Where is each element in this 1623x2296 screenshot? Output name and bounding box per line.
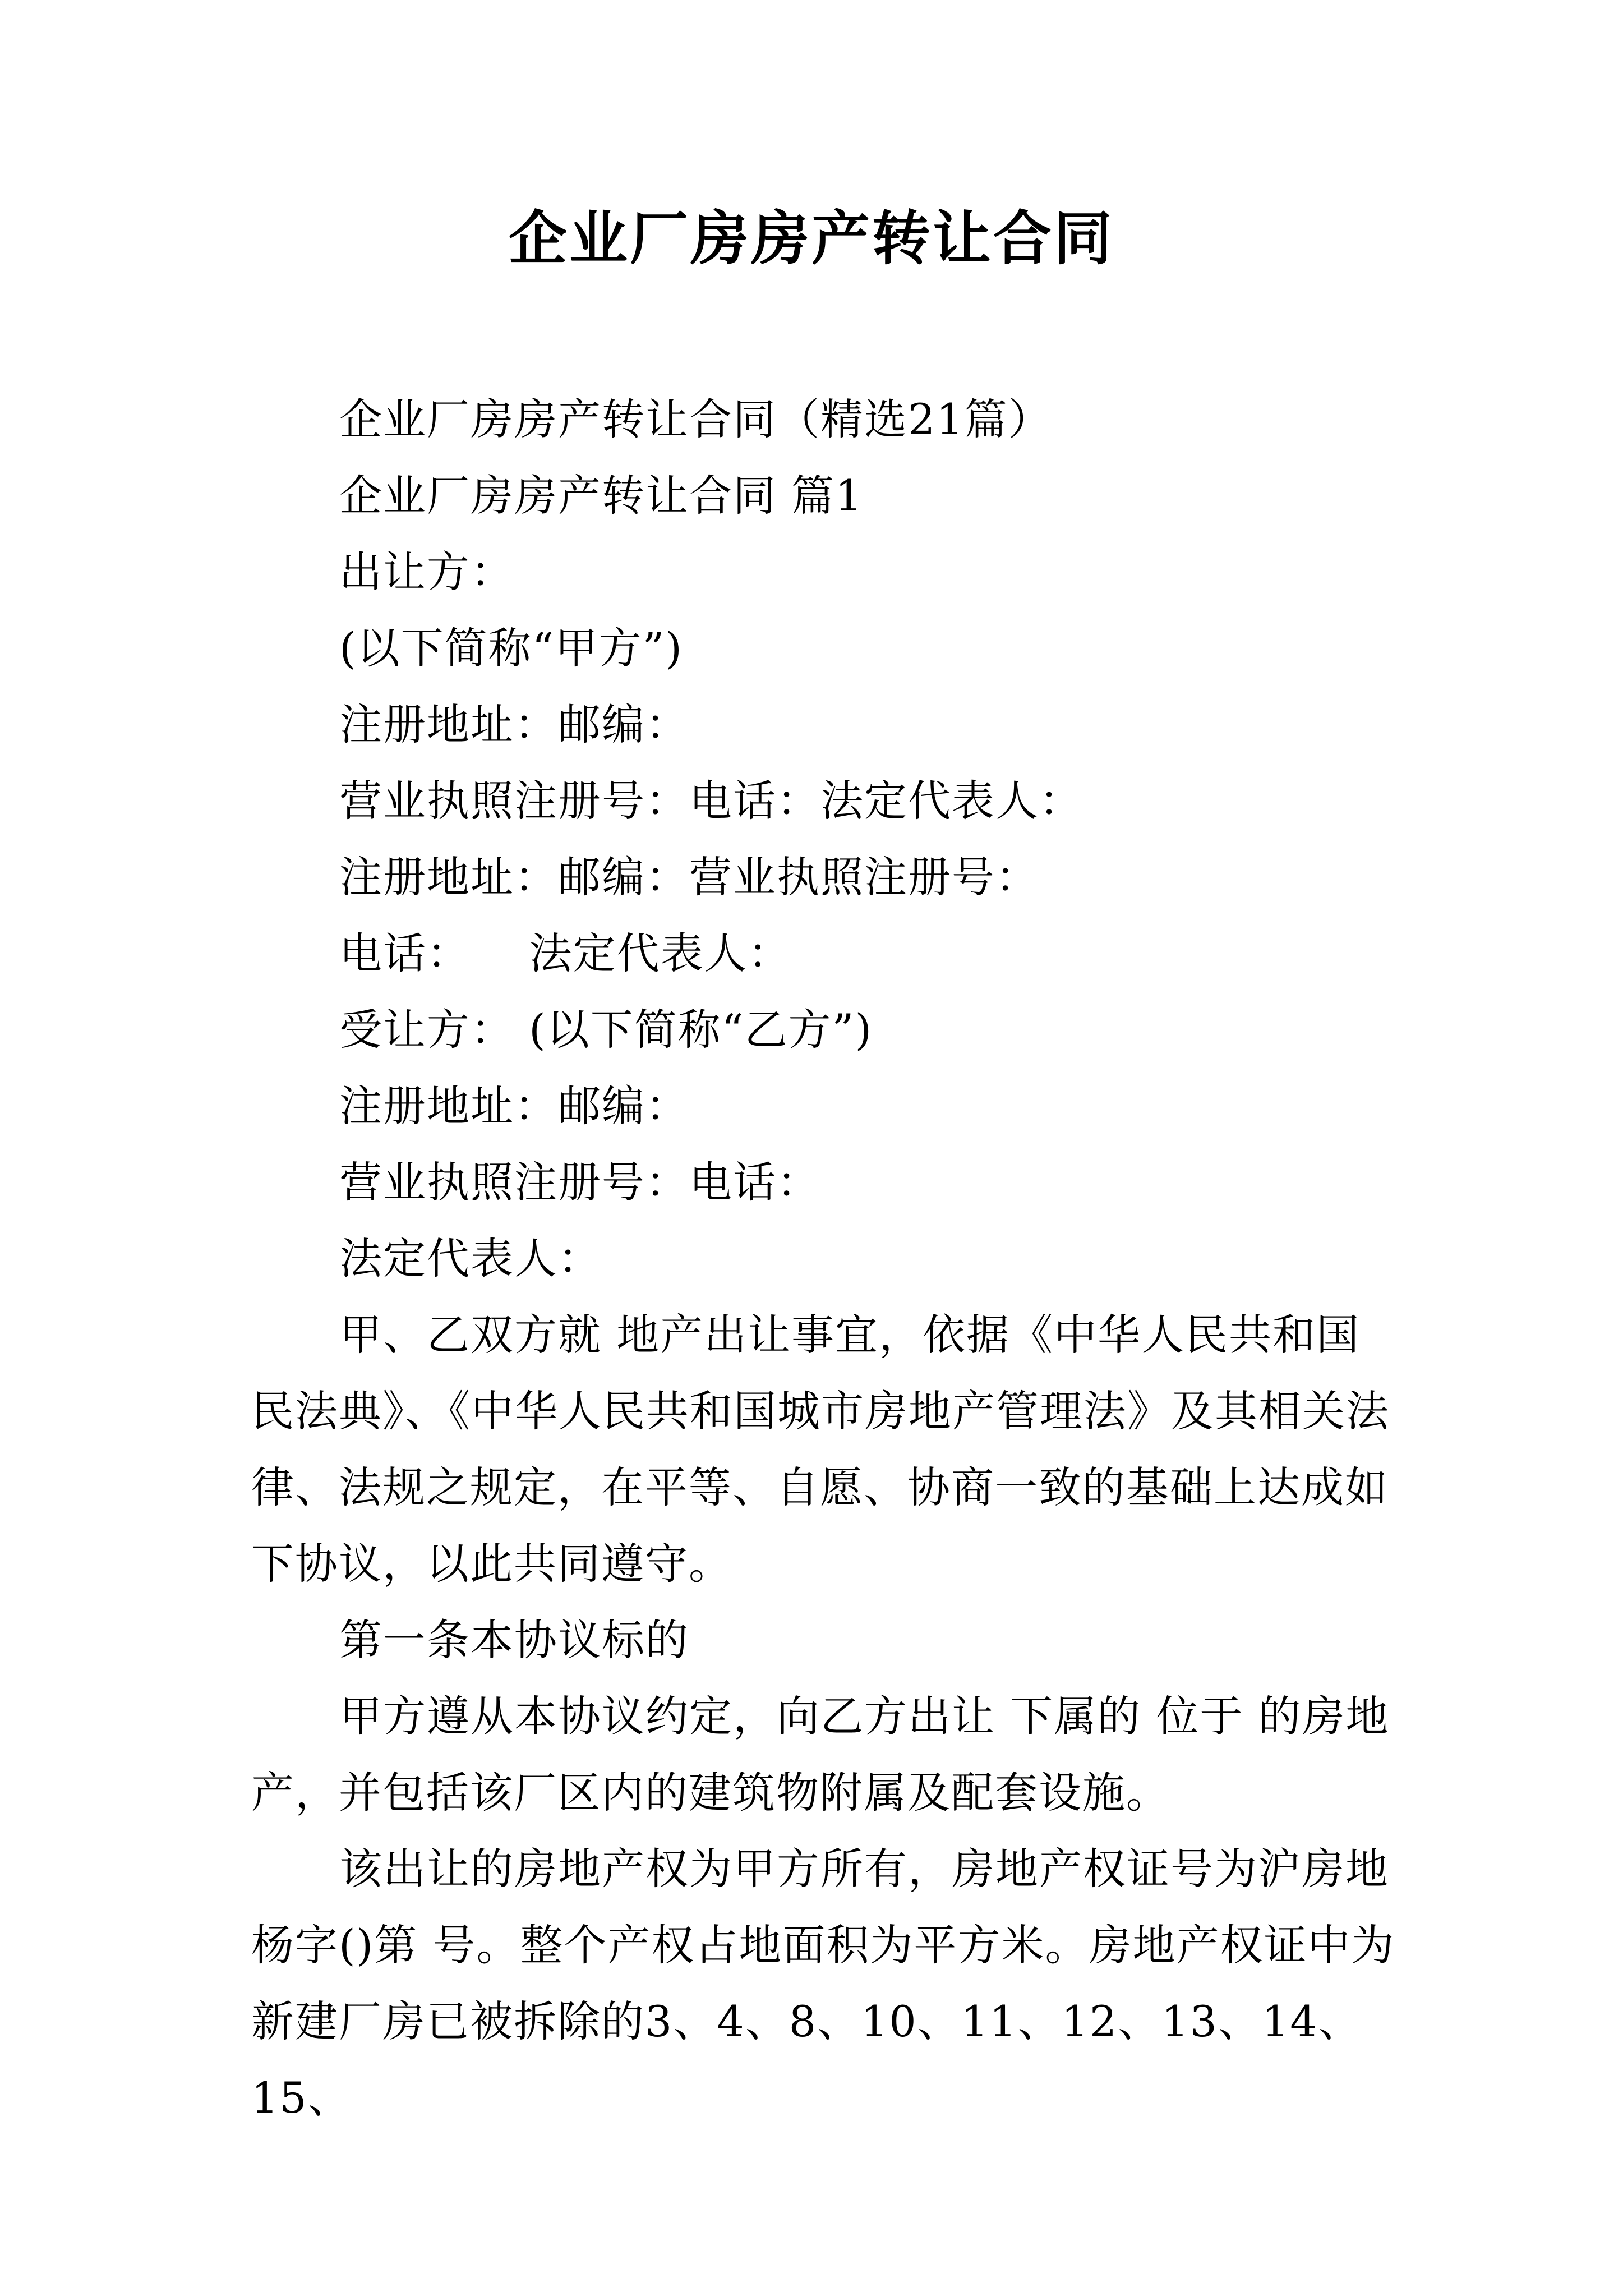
document-body [251,381,1401,2136]
paragraph-transferor: 出让方： [339,547,514,597]
paragraph-article-one-heading: 第一条本协议标的 [339,1615,689,1665]
paragraph-subtitle: 企业厂房房产转让合同（精选21篇） [339,394,1052,444]
paragraph-agreement-basis: 甲、乙双方就 地产出让事宜，依据《中华人民共和国民法典》、《中华人民共和国城市房地产管理法》及其相关法律、法规之规定，在平等、自愿、协商一致的基础上达成如下协议，以此共同遵守。 [251,1310,1390,1589]
paragraph-party-b-address: 注册地址：邮编： [339,1081,689,1131]
paragraph-party-b-license: 营业执照注册号：电话： [339,1157,820,1207]
paragraph-party-a-license: 营业执照注册号：电话：法定代表人： [339,776,1083,826]
paragraph-party-a-address-license: 注册地址：邮编：营业执照注册号： [339,852,1039,902]
paragraph-party-a-address: 注册地址：邮编： [339,700,689,749]
paragraph-article-one-subject: 甲方遵从本协议约定，向乙方出让 下属的 位于 的房地产，并包括该厂区内的建筑物附属及配套设施。 [251,1691,1390,1818]
paragraph-party-a-phone: 电话： 法定代表人： [339,928,792,978]
paragraph-section-heading: 企业厂房房产转让合同 篇1 [339,471,864,521]
paragraph-property-rights: 该出让的房地产权为甲方所有，房地产权证号为沪房地杨字()第 号。整个产权占地面积为平方米。房地产权证中为新建厂房已被拆除的3、4、8、10、11、12、13、14、15、 [251,1844,1395,2123]
paragraph-party-a-alias: (以下简称“甲方”) [339,623,684,673]
paragraph-party-b-representative: 法定代表人： [339,1234,602,1283]
paragraph-transferee: 受让方： (以下简称“乙方”) [339,1005,873,1055]
document-title: 企业厂房房产转让合同 [508,204,1114,273]
